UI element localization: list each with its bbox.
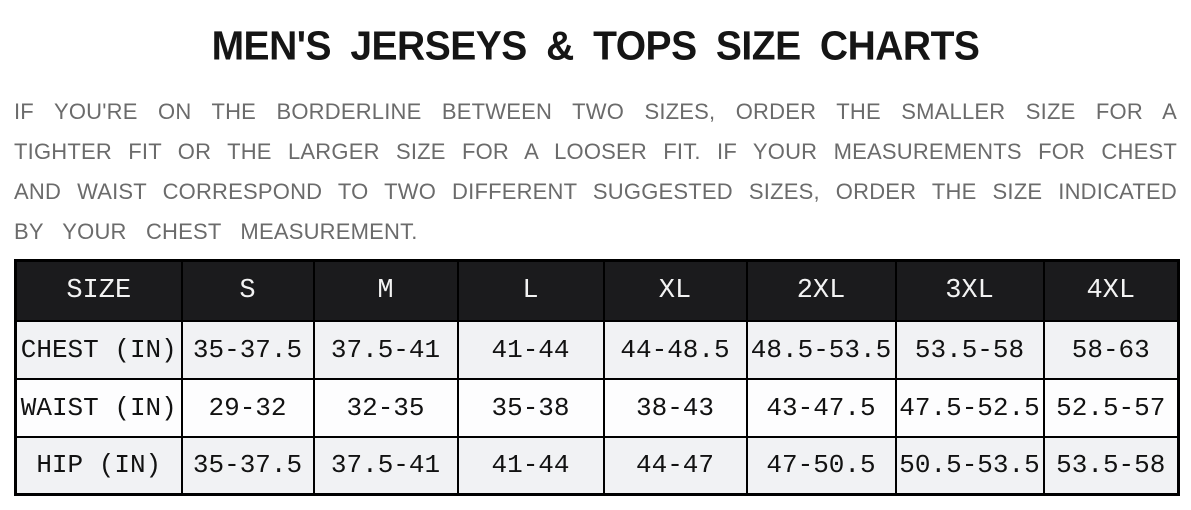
chest-value-2xl: 48.5-53.5 — [747, 321, 896, 379]
table-row-waist — [16, 379, 1179, 437]
waist-value-2xl: 43-47.5 — [747, 379, 896, 437]
row-label-hip: HIP (IN) — [16, 437, 182, 495]
chest-value-m: 37.5-41 — [314, 321, 458, 379]
waist-value-s: 29-32 — [182, 379, 314, 437]
chest-value-4xl: 58-63 — [1044, 321, 1179, 379]
column-header-2xl: 2XL — [747, 261, 896, 321]
chest-value-l: 41-44 — [458, 321, 604, 379]
hip-value-l: 41-44 — [458, 437, 604, 495]
chest-value-3xl: 53.5-58 — [896, 321, 1044, 379]
intro-line-1: IF YOU'RE ON THE BORDERLINE BETWEEN TWO SIZES, ORDER THE SMALLER SIZE FOR A — [14, 99, 1177, 124]
waist-value-xl: 38-43 — [604, 379, 747, 437]
page-title: MEN'S JERSEYS & TOPS SIZE CHARTS — [211, 24, 980, 69]
column-header-l: L — [458, 261, 604, 321]
row-label-waist: WAIST (IN) — [16, 379, 182, 437]
column-header-4xl: 4XL — [1044, 261, 1179, 321]
chest-value-s: 35-37.5 — [182, 321, 314, 379]
size-chart-table — [14, 259, 1180, 496]
intro-line-3: AND WAIST CORRESPOND TO TWO DIFFERENT SUGGESTED SIZES, ORDER THE SIZE INDICATED — [14, 179, 1177, 204]
hip-value-4xl: 53.5-58 — [1044, 437, 1179, 495]
column-header-size: SIZE — [16, 261, 182, 321]
hip-value-m: 37.5-41 — [314, 437, 458, 495]
chest-value-xl: 44-48.5 — [604, 321, 747, 379]
row-label-chest: CHEST (IN) — [16, 321, 182, 379]
intro-paragraph — [14, 92, 1177, 252]
column-header-s: S — [182, 261, 314, 321]
waist-value-m: 32-35 — [314, 379, 458, 437]
hip-value-xl: 44-47 — [604, 437, 747, 495]
table-header-row — [16, 261, 1179, 321]
hip-value-3xl: 50.5-53.5 — [896, 437, 1044, 495]
hip-value-2xl: 47-50.5 — [747, 437, 896, 495]
size-chart-page — [0, 24, 1191, 510]
column-header-3xl: 3XL — [896, 261, 1044, 321]
waist-value-4xl: 52.5-57 — [1044, 379, 1179, 437]
column-header-xl: XL — [604, 261, 747, 321]
waist-value-3xl: 47.5-52.5 — [896, 379, 1044, 437]
column-header-m: M — [314, 261, 458, 321]
table-row-chest — [16, 321, 1179, 379]
table-row-hip — [16, 437, 1179, 495]
intro-line-4: BY YOUR CHEST MEASUREMENT. — [14, 219, 418, 244]
hip-value-s: 35-37.5 — [182, 437, 314, 495]
waist-value-l: 35-38 — [458, 379, 604, 437]
intro-line-2: TIGHTER FIT OR THE LARGER SIZE FOR A LOOSER FIT. IF YOUR MEASUREMENTS FOR CHEST — [14, 139, 1177, 164]
